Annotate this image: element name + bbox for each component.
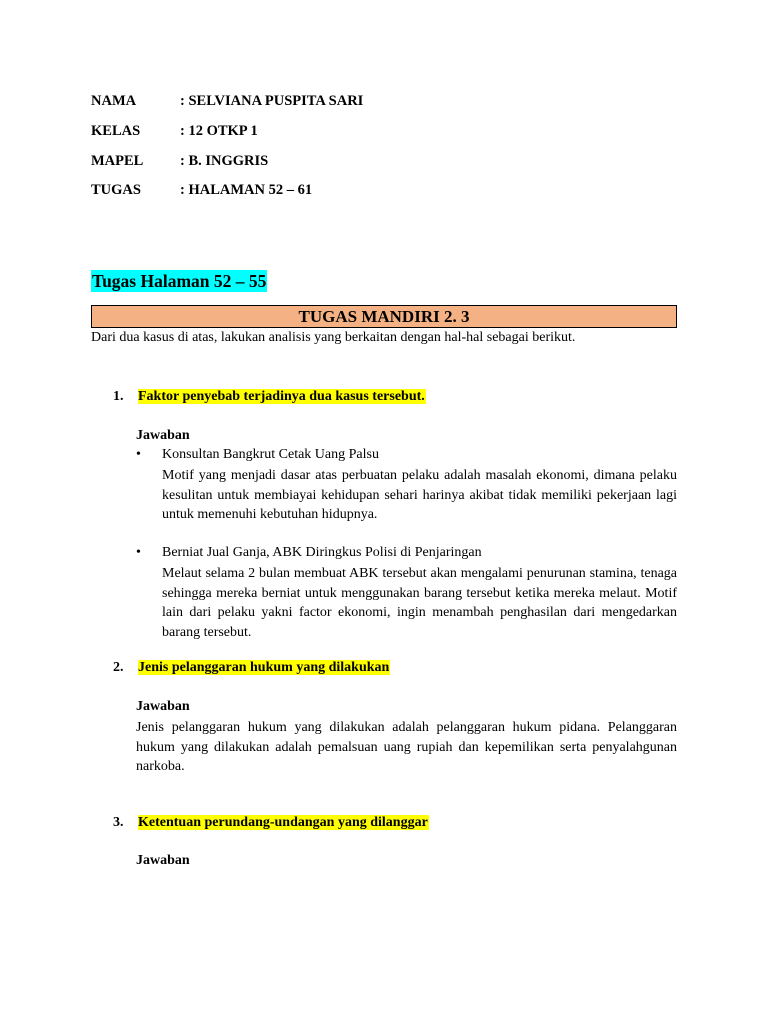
question-3 (113, 815, 429, 831)
bullet-item (136, 447, 379, 463)
bullet-icon: • (136, 545, 141, 560)
task-title-box: TUGAS MANDIRI 2. 3 (91, 305, 677, 328)
question-number: 3. (113, 815, 124, 830)
answer-label: Jawaban (136, 853, 190, 868)
question-text: Faktor penyebab terjadinya dua kasus tersebut. (138, 389, 425, 404)
section-heading: Tugas Halaman 52 – 55 (92, 271, 267, 291)
info-row-mapel (91, 153, 268, 170)
intro-text: Dari dua kasus di atas, lakukan analisis yang berkaitan dengan hal-hal sebagai berikut. (91, 330, 576, 345)
answer-text: Jenis pelanggaran hukum yang dilakukan adalah pelanggaran hukum pidana. Pelanggaran hukum yang dilakukan adalah pemalsuan uang rupiah dan kepemilikan serta penyalahgunan narkoba. (136, 720, 677, 774)
info-row-nama (91, 93, 363, 110)
question-number: 2. (113, 660, 124, 675)
question-text: Jenis pelanggaran hukum yang dilakukan (138, 660, 390, 675)
bullet-item (136, 545, 482, 561)
answer-label: Jawaban (136, 699, 190, 714)
answer-label: Jawaban (136, 428, 190, 443)
bullet-title: Berniat Jual Ganja, ABK Diringkus Polisi di Penjaringan (162, 545, 482, 560)
info-label: MAPEL (91, 153, 144, 169)
question-1 (113, 389, 426, 405)
bullet-body: Melaut selama 2 bulan membuat ABK tersebut akan mengalami penurunan stamina, tenaga sehingga mereka berniat untuk menggunakan barang tersebut ketika mereka melaut. Motif lain dari pelaku yakni factor ekonomi, ingin menambah penghasilan dari mengedarkan barang tersebut. (162, 566, 677, 640)
bullet-body: Motif yang menjadi dasar atas perbuatan pelaku adalah masalah ekonomi, dimana pelaku kesulitan untuk membiayai kehidupan sehari harinya akibat tidak memiliki pekerjaan lagi untuk memenuhi kebutuhan hidupnya. (162, 468, 677, 522)
info-row-tugas (91, 182, 312, 199)
info-value: : HALAMAN 52 – 61 (180, 182, 313, 198)
bullet-title: Konsultan Bangkrut Cetak Uang Palsu (162, 447, 379, 462)
info-label: TUGAS (91, 182, 141, 198)
info-value: : B. INGGRIS (180, 153, 269, 169)
question-text: Ketentuan perundang-undangan yang dilanggar (138, 815, 428, 830)
info-value: : 12 OTKP 1 (180, 123, 258, 139)
bullet-icon: • (136, 447, 141, 462)
info-row-kelas (91, 123, 258, 140)
info-value: : SELVIANA PUSPITA SARI (180, 93, 364, 109)
info-label: KELAS (91, 123, 141, 139)
question-number: 1. (113, 389, 124, 404)
info-label: NAMA (91, 93, 137, 109)
question-2 (113, 660, 390, 676)
